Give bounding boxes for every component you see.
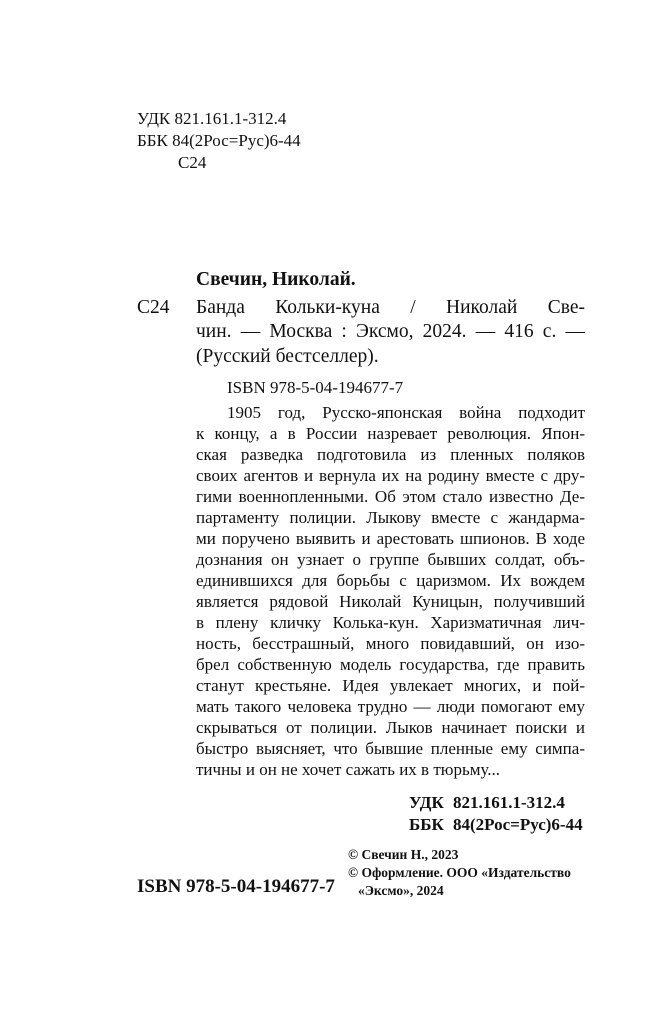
top-bbk: ББК 84(2Рос=Рус)6-44	[137, 131, 301, 150]
title-line-1: Банда Кольки-куна / Николай Све-	[196, 297, 585, 318]
annotation-line: своих агентов и вернула их на родину вместе с дру-	[196, 466, 585, 485]
copyright-line: © Оформление. ООО «Издательство	[348, 865, 571, 880]
annotation-line: единившихся для борьбы с царизмом. Их вождем	[196, 571, 585, 590]
annotation-line: 1905 год, Русско-японская война подходит	[227, 403, 585, 422]
annotation-line: партаменту полиции. Лыкову вместе с жандарма-	[196, 508, 585, 527]
annotation-line: к концу, а в России назревает революция. Япон-	[196, 424, 585, 443]
annotation-line: мать такого человека трудно — люди помогают ему	[196, 697, 585, 716]
annotation-line: ность, бесстрашный, много повидавший, он изо-	[196, 634, 585, 653]
bottom-bbk-value: 84(2Рос=Рус)6-44	[453, 815, 583, 834]
bottom-udk-value: 821.161.1-312.4	[453, 793, 565, 812]
annotation-line: ская разведка подготовила из пленных поляков	[196, 445, 585, 464]
footer-isbn: ISBN 978-5-04-194677-7	[137, 876, 335, 897]
copyright-line: «Эксмо», 2024	[358, 883, 444, 898]
annotation-line: в плену кличку Колька-кун. Харизматичная лич-	[196, 613, 585, 632]
bottom-udk-label: УДК	[409, 793, 444, 812]
copyright-line: © Свечин Н., 2023	[348, 847, 459, 862]
annotation-line: тичны и он не хочет сажать их в тюрьму...	[196, 760, 501, 779]
annotation-line: брел собственную модель государства, где править	[196, 655, 585, 674]
annotation-line: станут крестьяне. Идея увлекает многих, и пой-	[196, 676, 585, 695]
title-line-3: (Русский бестселлер).	[196, 346, 379, 367]
annotation-line: ми поручено выявить и арестовать шпионов. В ходе	[196, 529, 585, 548]
annotation-line: дознания он узнает о группе бывших солдат, объ-	[196, 550, 585, 569]
bottom-bbk-label: ББК	[409, 815, 444, 834]
annotation-line: является рядовой Николай Куницын, получивший	[196, 592, 585, 611]
author-heading: Свечин, Николай.	[196, 269, 356, 290]
annotation-line: скрываться от полиции. Лыков начинает поиски и	[196, 718, 585, 737]
entry-isbn: ISBN 978-5-04-194677-7	[227, 378, 404, 397]
entry-author-mark: С24	[137, 297, 170, 318]
annotation-line: быстро выясняет, что бывшие пленные ему симпа-	[196, 739, 585, 758]
annotation-line: гими военнопленными. Об этом стало известно Де-	[196, 487, 585, 506]
title-line-2: чин. — Москва : Эксмо, 2024. — 416 с. —	[196, 321, 585, 342]
top-udk: УДК 821.161.1-312.4	[137, 109, 287, 128]
top-author-mark: С24	[178, 153, 207, 172]
